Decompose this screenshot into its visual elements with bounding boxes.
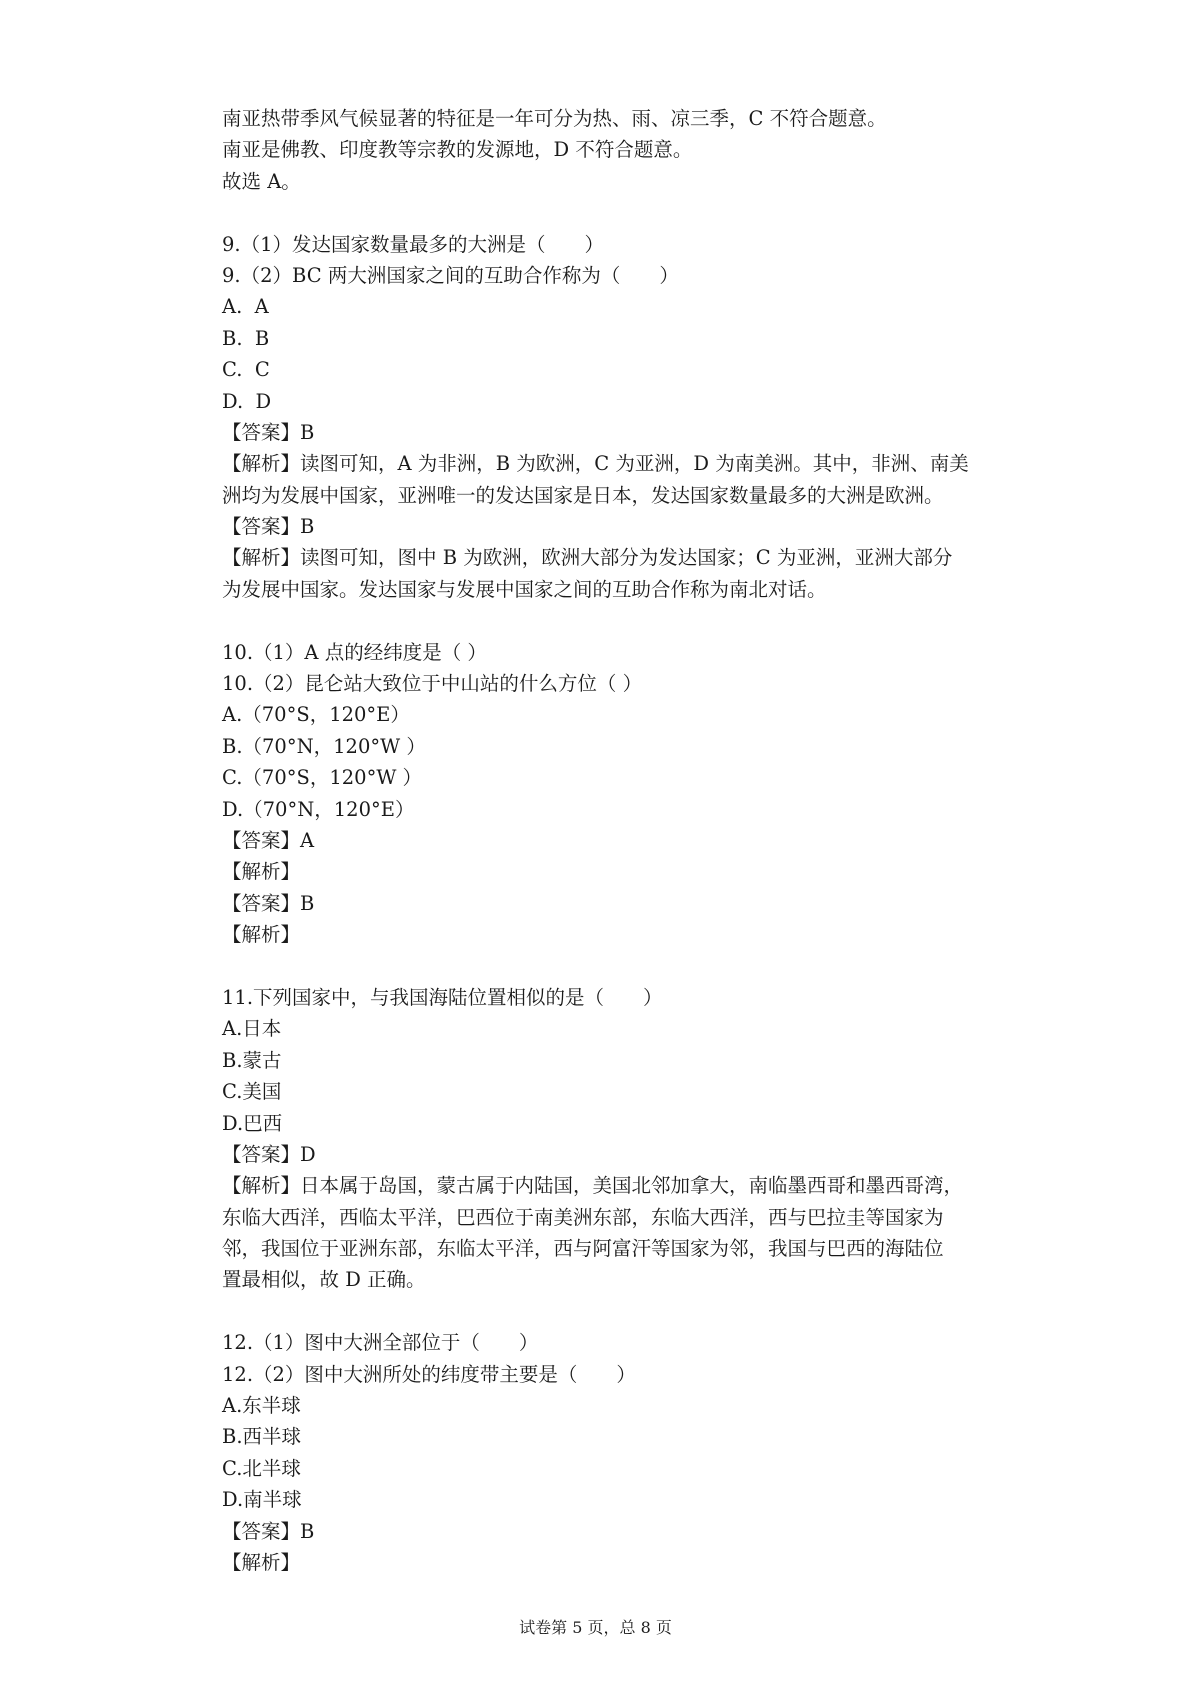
text-line: 【解析】日本属于岛国，蒙古属于内陆国，美国北邻加拿大，南临墨西哥和墨西哥湾， — [222, 1174, 964, 1198]
text-line: B.（70°N，120°W ） — [222, 734, 426, 758]
text-line: B. B — [222, 326, 270, 350]
text-line: 置最相似，故 D 正确。 — [222, 1268, 426, 1292]
text-line: A.东半球 — [222, 1394, 301, 1418]
text-line: 9.（1）发达国家数量最多的大洲是（ ） — [222, 232, 605, 256]
block-spacer — [222, 1296, 1042, 1327]
question-9 — [222, 229, 1042, 606]
text-line: 【解析】 — [222, 923, 301, 947]
text-line: 【答案】B — [222, 420, 315, 444]
text-line: 洲均为发展中国家，亚洲唯一的发达国家是日本，发达国家数量最多的大洲是欧洲。 — [222, 483, 944, 507]
text-line: 邻，我国位于亚洲东部，东临太平洋，西与阿富汗等国家为邻，我国与巴西的海陆位 — [222, 1237, 944, 1261]
text-line: C.（70°S，120°W ） — [222, 766, 423, 790]
block-spacer — [222, 951, 1042, 982]
text-line: 9.（2）BC 两大洲国家之间的互助合作称为（ ） — [222, 263, 679, 287]
text-line: A.日本 — [222, 1017, 282, 1041]
text-line: 【答案】B — [222, 1519, 315, 1543]
prev-explanation — [222, 103, 1042, 197]
block-spacer — [222, 197, 1042, 228]
text-line: C.美国 — [222, 1080, 282, 1104]
text-line: D.（70°N，120°E） — [222, 797, 415, 821]
text-line: B.蒙古 — [222, 1048, 282, 1072]
text-line: 12.（1）图中大洲全部位于（ ） — [222, 1331, 539, 1355]
question-11 — [222, 982, 1042, 1296]
text-line: 东临大西洋，西临太平洋，巴西位于南美洲东部，东临大西洋，西与巴拉圭等国家为 — [222, 1205, 944, 1229]
text-line: D.巴西 — [222, 1111, 283, 1135]
text-line: B.西半球 — [222, 1425, 302, 1449]
text-line: 【答案】B — [222, 891, 315, 915]
page-footer: 试卷第 5 页，总 8 页 — [519, 1618, 672, 1637]
text-line: 南亚是佛教、印度教等宗教的发源地，D 不符合题意。 — [222, 138, 693, 162]
text-line: 【答案】D — [222, 1142, 316, 1166]
text-line: 10.（2）昆仑站大致位于中山站的什么方位（ ） — [222, 672, 643, 696]
question-12 — [222, 1327, 1042, 1578]
text-line: 10.（1）A 点的经纬度是（ ） — [222, 640, 487, 664]
text-line: 【解析】 — [222, 860, 301, 884]
text-line: A. A — [222, 295, 269, 319]
text-line: 为发展中国家。发达国家与发展中国家之间的互助合作称为南北对话。 — [222, 577, 827, 601]
text-line: 11.下列国家中，与我国海陆位置相似的是（ ） — [222, 985, 663, 1009]
text-line: 【解析】 — [222, 1550, 301, 1574]
text-line: 【解析】读图可知，A 为非洲，B 为欧洲，C 为亚洲，D 为南美洲。其中，非洲、南美 — [222, 452, 969, 476]
text-line: C. C — [222, 358, 270, 382]
text-line: 【答案】B — [222, 515, 315, 539]
text-line: D.南半球 — [222, 1488, 302, 1512]
text-line: 【答案】A — [222, 828, 315, 852]
block-spacer — [222, 605, 1042, 636]
text-line: 【解析】读图可知，图中 B 为欧洲，欧洲大部分为发达国家；C 为亚洲，亚洲大部分 — [222, 546, 953, 570]
text-line: D. D — [222, 389, 272, 413]
page-content — [222, 103, 1042, 1578]
question-10 — [222, 637, 1042, 951]
text-line: 12.（2）图中大洲所处的纬度带主要是（ ） — [222, 1362, 636, 1386]
text-line: A.（70°S，120°E） — [222, 703, 410, 727]
text-line: C.北半球 — [222, 1456, 301, 1480]
text-line: 南亚热带季风气候显著的特征是一年可分为热、雨、凉三季，C 不符合题意。 — [222, 107, 887, 130]
text-line: 故选 A。 — [222, 169, 301, 193]
